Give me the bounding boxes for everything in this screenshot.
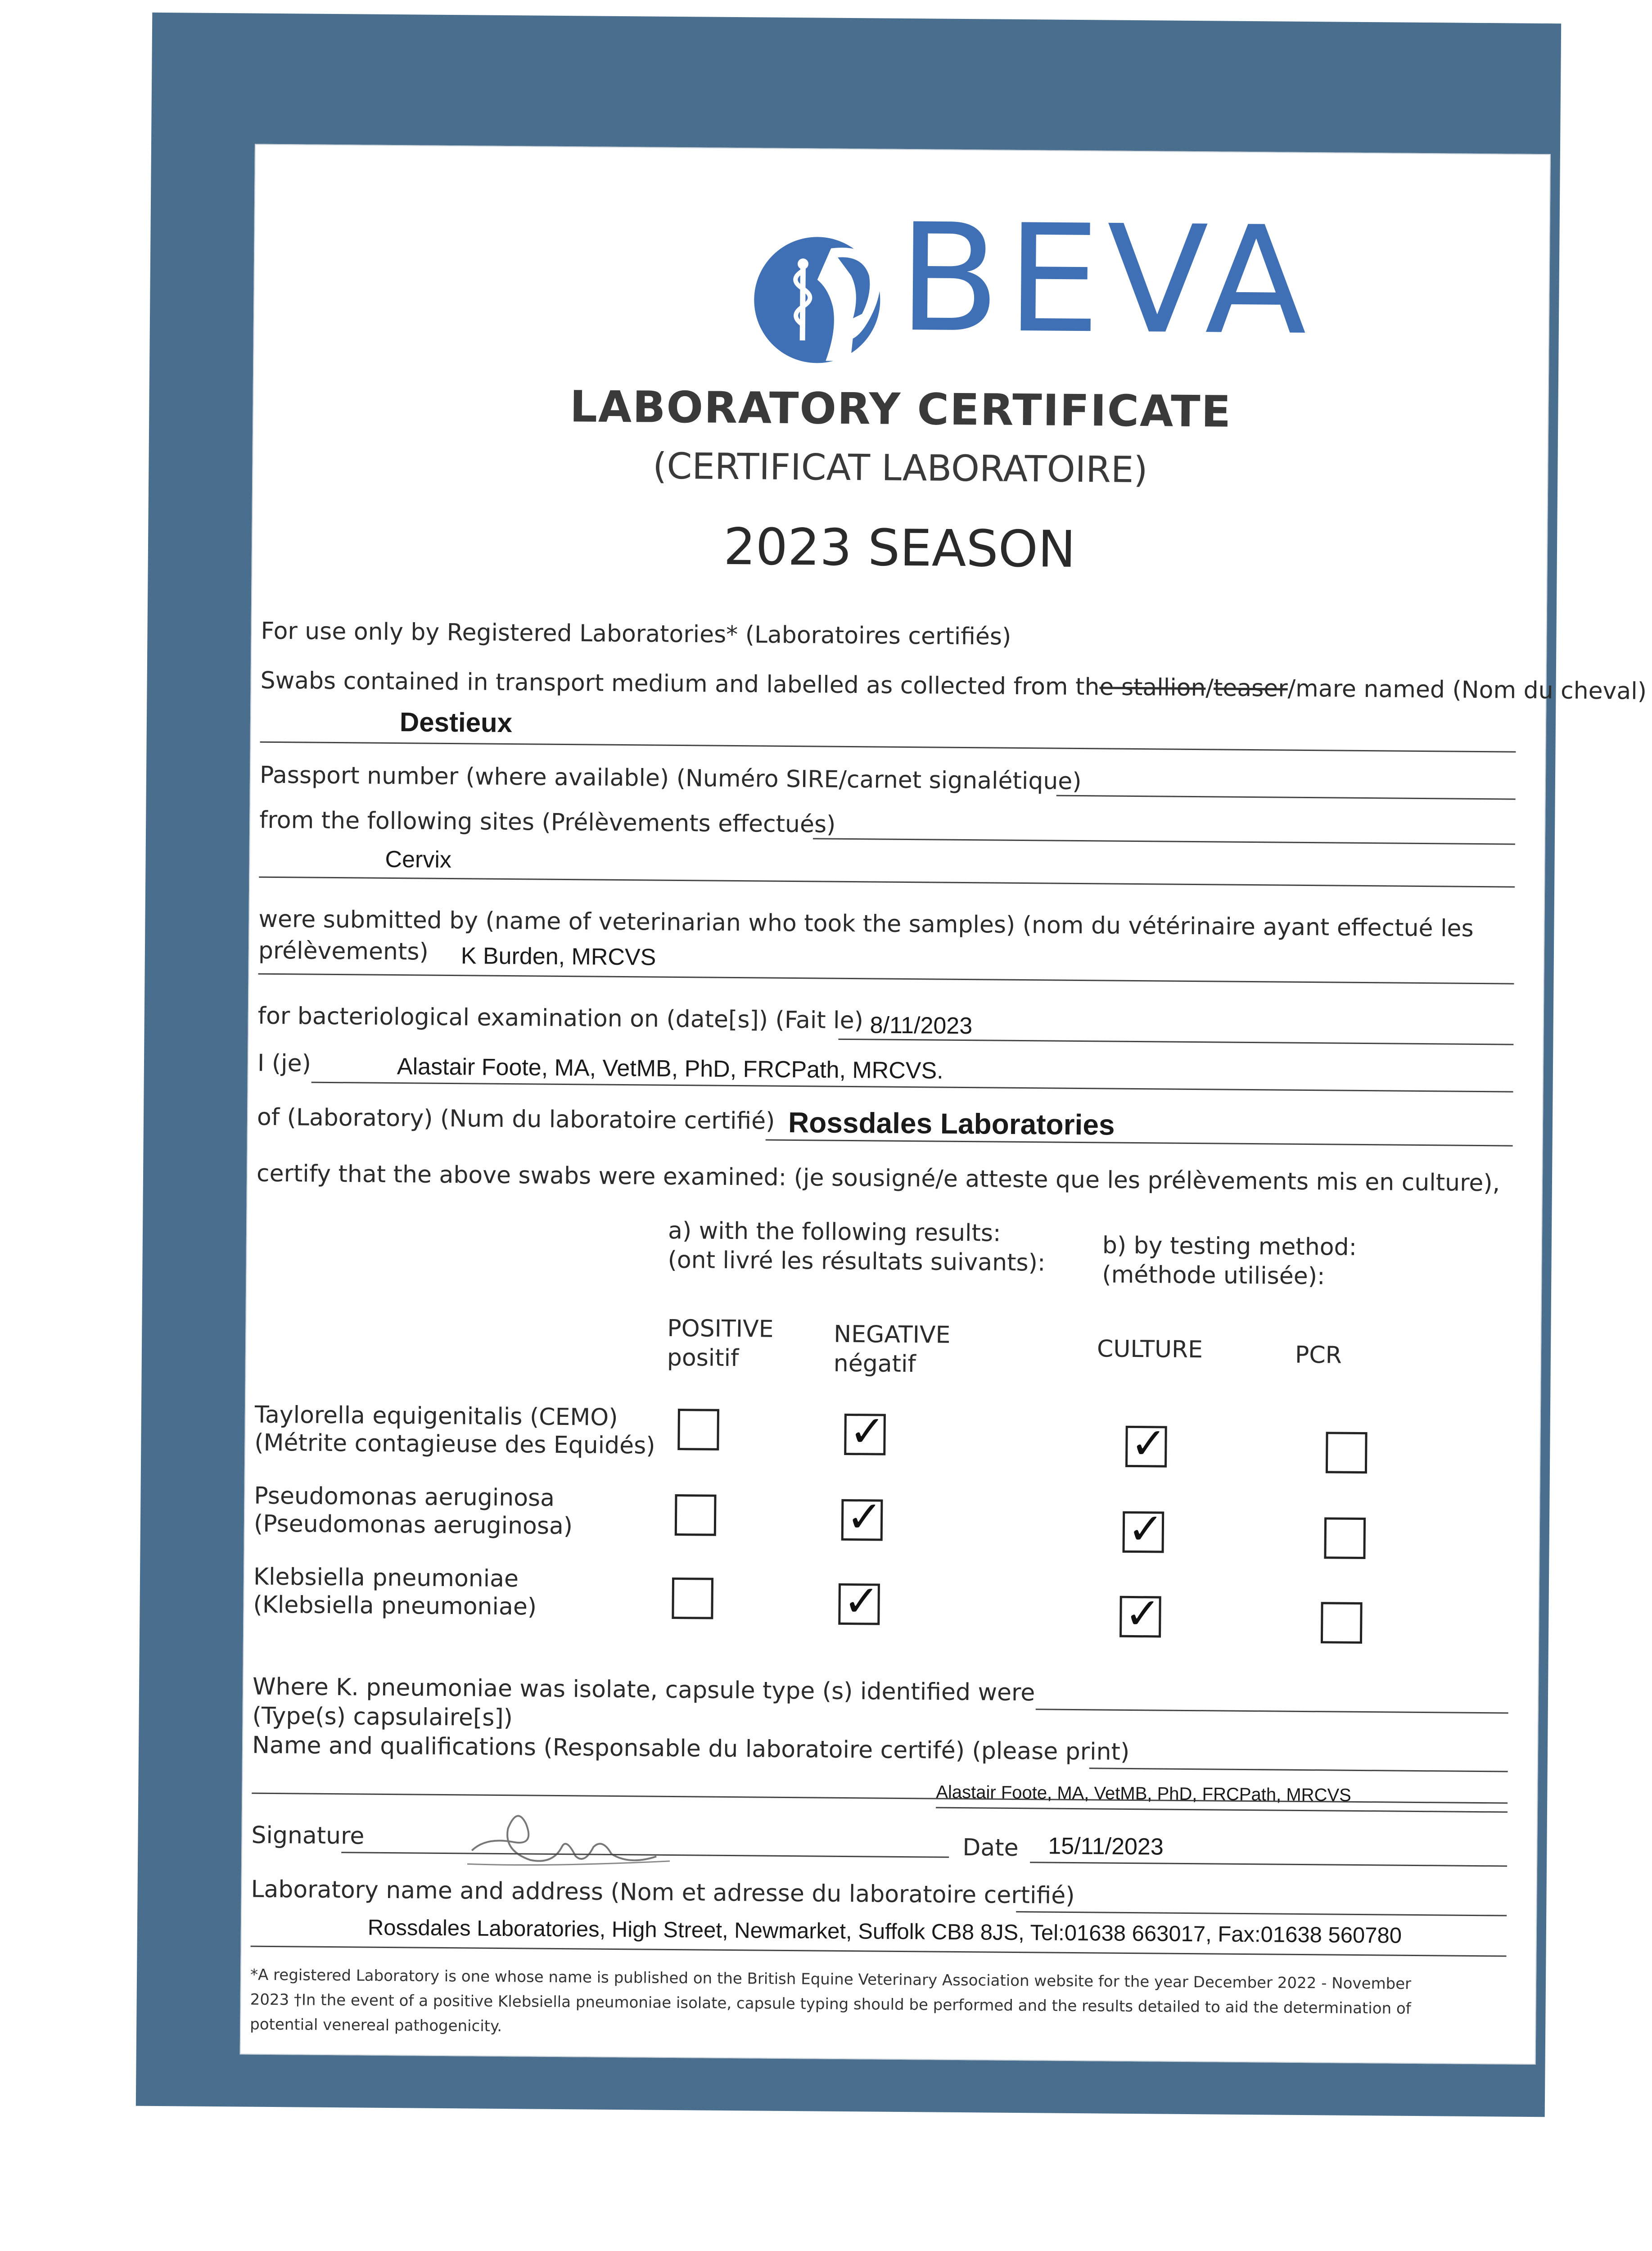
horse-name-value: Destieux bbox=[399, 707, 513, 738]
pcr-checkbox[interactable] bbox=[1324, 1517, 1366, 1559]
sites-value: Cervix bbox=[385, 846, 452, 873]
col-negative-label: NEGATIVE bbox=[834, 1320, 951, 1349]
struck-stallion: stallion bbox=[1114, 673, 1206, 702]
horse-head-icon bbox=[749, 221, 894, 371]
capsule-line bbox=[1036, 1709, 1508, 1713]
submitted-line bbox=[258, 973, 1514, 985]
organism-name-fr: (Métrite contagieuse des Equidés) bbox=[254, 1429, 655, 1460]
date-line bbox=[1030, 1862, 1507, 1867]
organism-row-3 bbox=[253, 1563, 537, 1622]
pcr-checkbox[interactable] bbox=[1321, 1602, 1363, 1644]
lab-label: of (Laboratory) (Num du laboratoire certifié) bbox=[257, 1103, 775, 1135]
footnote-line-2: 2023 †In the event of a positive Klebsiella pneumoniae isolate, capsule typing should be performed and the results detailed to aid the determination of bbox=[250, 1990, 1411, 2018]
struck-teaser: teaser bbox=[1213, 674, 1288, 702]
submitted-label-2: prélèvements) bbox=[258, 937, 429, 966]
struck-e: e bbox=[1099, 673, 1114, 701]
name-qualifications-label: Name and qualifications (Responsable du laboratoire certifé) (please print) bbox=[252, 1731, 1130, 1766]
sites-label: from the following sites (Prélèvements effectués) bbox=[259, 806, 836, 838]
col-pcr: PCR bbox=[1295, 1341, 1342, 1369]
organism-row-1 bbox=[254, 1401, 655, 1460]
positive-checkbox[interactable] bbox=[672, 1578, 713, 1619]
exam-date-value: 8/11/2023 bbox=[870, 1012, 973, 1040]
registered-lab-note: For use only by Registered Laboratories* (Laboratoires certifiés) bbox=[261, 617, 1011, 651]
submitted-value: K Burden, MRCVS bbox=[460, 943, 656, 971]
check-mark-icon: ✓ bbox=[1124, 1588, 1161, 1639]
organism-name: Klebsiella pneumoniae bbox=[253, 1563, 519, 1593]
handwritten-signature bbox=[458, 1796, 684, 1875]
mare-named-text: /mare named (Nom du cheval) bbox=[1287, 675, 1647, 705]
lab-value: Rossdales Laboratories bbox=[788, 1106, 1115, 1141]
page-subtitle: (CERTIFICAT LABORATOIRE) bbox=[652, 445, 1148, 491]
culture-checkbox[interactable] bbox=[1119, 1588, 1161, 1639]
swabs-statement bbox=[260, 667, 1647, 705]
lab-address-label: Laboratory name and address (Nom et adresse du laboratoire certifié) bbox=[251, 1876, 1075, 1910]
submitted-label-1: were submitted by (name of veterinarian who took the samples) (nom du vétérinaire ayant effectué les bbox=[258, 905, 1474, 942]
negative-checkbox[interactable] bbox=[838, 1575, 880, 1627]
sites-line-2 bbox=[259, 877, 1515, 888]
passport-line bbox=[1056, 795, 1516, 800]
col-positive-label: POSITIVE bbox=[667, 1315, 774, 1343]
results-heading-2: (ont livré les résultats suivants): bbox=[668, 1246, 1046, 1277]
horse-name-line bbox=[260, 741, 1516, 753]
positive-checkbox[interactable] bbox=[677, 1409, 719, 1451]
certificate-sheet bbox=[240, 144, 1647, 2065]
check-mark-icon: ✓ bbox=[846, 1491, 883, 1542]
exam-label: for bacteriological examination on (date[s]) (Fait le) bbox=[257, 1002, 864, 1035]
footnote-line-3: potential venereal pathogenicity. bbox=[250, 2015, 502, 2036]
exam-line bbox=[838, 1039, 1513, 1045]
passport-label: Passport number (where available) (Numéro SIRE/carnet signalétique) bbox=[259, 761, 1082, 796]
culture-checkbox[interactable] bbox=[1125, 1418, 1167, 1469]
pcr-checkbox[interactable] bbox=[1326, 1432, 1368, 1474]
swabs-text: Swabs contained in transport medium and labelled as collected from th bbox=[260, 667, 1100, 701]
beva-logo bbox=[749, 191, 1471, 384]
check-mark-icon: ✓ bbox=[849, 1406, 886, 1457]
col-culture: CULTURE bbox=[1097, 1335, 1203, 1364]
capsule-label-2: (Type(s) capsulaire[s]) bbox=[252, 1702, 513, 1732]
date-label: Date bbox=[962, 1834, 1019, 1862]
organism-name-fr: (Klebsiella pneumoniae) bbox=[253, 1591, 537, 1621]
brand-wordmark: BEVA bbox=[898, 191, 1314, 368]
method-heading-2: (méthode utilisée): bbox=[1102, 1261, 1325, 1290]
signature-label: Signature bbox=[251, 1822, 365, 1850]
col-negative bbox=[834, 1320, 951, 1379]
name-line-1 bbox=[1089, 1767, 1508, 1772]
col-positive bbox=[667, 1314, 774, 1374]
organism-row-2 bbox=[254, 1482, 573, 1541]
footnote-line-1: *A registered Laboratory is one whose name is published on the British Equine Veterinary Association website for the year December 2022 - November bbox=[250, 1966, 1412, 1993]
capsule-label-1: Where K. pneumoniae was isolate, capsule type (s) identified were bbox=[252, 1673, 1035, 1707]
lab-address-value: Rossdales Laboratories, High Street, Newmarket, Suffolk CB8 8JS, Tel:01638 663017, Fax:01638 560780 bbox=[367, 1915, 1402, 1948]
lab-line bbox=[766, 1139, 1513, 1147]
check-mark-icon: ✓ bbox=[1127, 1503, 1164, 1555]
method-heading-1: b) by testing method: bbox=[1102, 1232, 1357, 1261]
date-value: 15/11/2023 bbox=[1048, 1833, 1164, 1860]
col-positive-sublabel: positif bbox=[667, 1344, 739, 1372]
name-line-3 bbox=[936, 1807, 1508, 1813]
name-qualifications-value: Alastair Foote, MA, VetMB, PhD, FRCPath, MRCVS bbox=[936, 1782, 1351, 1805]
organism-name: Taylorella equigenitalis (CEMO) bbox=[254, 1401, 618, 1431]
negative-checkbox[interactable] bbox=[841, 1491, 883, 1542]
je-value: Alastair Foote, MA, VetMB, PhD, FRCPath, MRCVS. bbox=[397, 1053, 943, 1084]
negative-checkbox[interactable] bbox=[844, 1406, 886, 1457]
page-title: LABORATORY CERTIFICATE bbox=[569, 381, 1232, 437]
col-negative-sublabel: négatif bbox=[833, 1350, 916, 1378]
season-label: 2023 SEASON bbox=[723, 517, 1076, 579]
positive-checkbox[interactable] bbox=[675, 1494, 717, 1536]
je-label: I (je) bbox=[257, 1049, 311, 1077]
culture-checkbox[interactable] bbox=[1123, 1503, 1165, 1555]
check-mark-icon: ✓ bbox=[1130, 1418, 1167, 1469]
lab-address-line-1 bbox=[1016, 1911, 1507, 1917]
certify-text: certify that the above swabs were examined: (je sousigné/e atteste que les prélèvements mis en culture), bbox=[256, 1160, 1500, 1197]
organism-name-fr: (Pseudomonas aeruginosa) bbox=[253, 1510, 573, 1540]
check-mark-icon: ✓ bbox=[843, 1575, 880, 1627]
sites-line-1 bbox=[813, 838, 1515, 845]
scan-frame bbox=[136, 13, 1647, 2117]
slash: / bbox=[1205, 674, 1214, 702]
results-heading-1: a) with the following results: bbox=[668, 1217, 1001, 1247]
organism-name: Pseudomonas aeruginosa bbox=[254, 1482, 555, 1512]
